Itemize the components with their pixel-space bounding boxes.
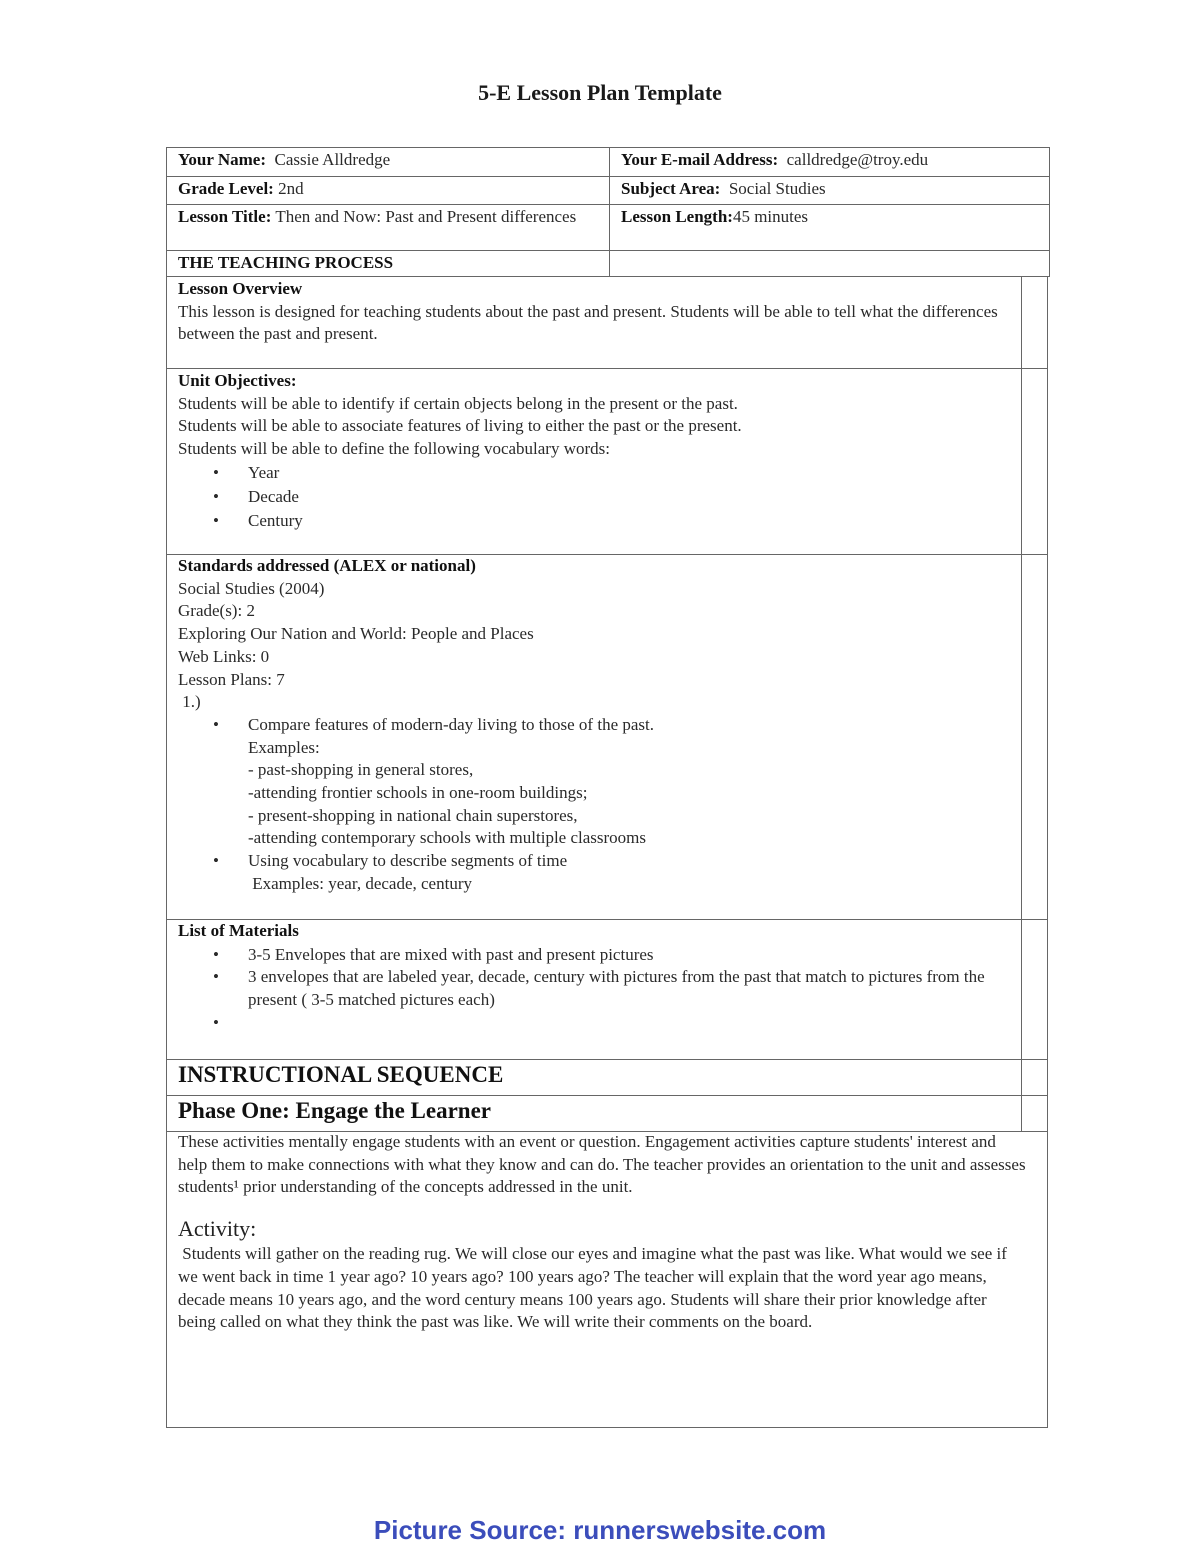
lesson-title-value: Then and Now: Past and Present differences bbox=[275, 207, 577, 226]
section-divider bbox=[1021, 1059, 1022, 1095]
phase-heading: Phase One: Engage the Learner bbox=[178, 1098, 492, 1123]
teaching-process-cell bbox=[167, 251, 610, 277]
example-line: Examples: year, decade, century bbox=[248, 873, 472, 893]
section-divider bbox=[1021, 276, 1022, 368]
subject-label: Subject Area: bbox=[621, 179, 721, 198]
length-label: Lesson Length: bbox=[621, 207, 733, 226]
example-line: -attending frontier schools in one-room buildings; bbox=[248, 783, 588, 803]
section-divider bbox=[1021, 368, 1022, 554]
objectives-section bbox=[166, 368, 1048, 555]
objectives-title: Unit Objectives: bbox=[178, 371, 297, 390]
email-cell bbox=[610, 148, 1050, 177]
material-item: • 3-5 Envelopes that are mixed with past and present pictures bbox=[248, 944, 1010, 967]
material-item bbox=[248, 1012, 1010, 1034]
name-label: Your Name: bbox=[178, 150, 266, 169]
subject-value: Social Studies bbox=[728, 179, 826, 198]
objective-line: Students will be able to associate features of living to either the past or the present. bbox=[178, 416, 742, 436]
grade-cell bbox=[167, 177, 610, 205]
standards-line: Grade(s): 2 bbox=[178, 601, 255, 621]
name-value: Cassie Alldredge bbox=[274, 150, 391, 169]
example-line: - past-shopping in general stores, bbox=[248, 760, 474, 780]
standards-section bbox=[166, 554, 1048, 920]
lesson-title-cell bbox=[167, 205, 610, 251]
activity-text: Students will gather on the reading rug. We will close our eyes and imagine what the past was like. What would we see if we went back in time 1 year ago? 10 years ago? 100 years ago? The teacher will explain that the word year ago means, decade means 10 years ago, and the word century means 100 years ago. Students will share their prior knowledge after being called on what they think the past was like. We will write their comments on the board. bbox=[178, 1244, 1012, 1332]
length-value: 45 minutes bbox=[732, 207, 809, 226]
picture-source-caption: Picture Source: runnerswebsite.com bbox=[373, 1515, 827, 1545]
standards-line: Exploring Our Nation and World: People and Places bbox=[178, 624, 534, 644]
phase-text: These activities mentally engage students with an event or question. Engagement activities capture students' interest and help them to make connections with what they know and can do. The teacher provides an orientation to the unit and assesses students¹ prior understanding of the concepts addressed in the unit. bbox=[178, 1132, 1026, 1197]
standards-bullet: • Compare features of modern-day living to those of the past. bbox=[248, 714, 1010, 737]
vocab-item: • Year bbox=[248, 461, 1010, 485]
materials-section bbox=[166, 919, 1048, 1060]
standards-title: Standards addressed (ALEX or national) bbox=[178, 556, 476, 575]
instructional-section bbox=[166, 1059, 1048, 1096]
email-value: calldredge@troy.edu bbox=[786, 150, 929, 169]
email-label: Your E-mail Address: bbox=[621, 150, 779, 169]
standards-line: Web Links: 0 bbox=[178, 646, 270, 666]
material-item: • 3 envelopes that are labeled year, decade, century with pictures from the past that match to pictures from the present ( 3-5 matched pictures each) bbox=[248, 966, 1010, 1011]
empty-cell bbox=[610, 251, 1050, 277]
phase-content-section bbox=[166, 1131, 1048, 1428]
objective-line: Students will be able to identify if certain objects belong in the present or the past. bbox=[178, 393, 738, 413]
standards-line: Lesson Plans: 7 bbox=[178, 669, 285, 689]
standards-bullet: • Using vocabulary to describe segments of time bbox=[248, 850, 1010, 873]
vocab-item: • Decade bbox=[248, 485, 1010, 509]
document-title: 5-E Lesson Plan Template bbox=[478, 80, 722, 105]
lesson-title-label: Lesson Title: bbox=[178, 207, 272, 226]
section-divider bbox=[1021, 554, 1022, 919]
example-line: -attending contemporary schools with multiple classrooms bbox=[248, 828, 647, 848]
teaching-process-heading: THE TEACHING PROCESS bbox=[178, 253, 394, 272]
grade-value: 2nd bbox=[278, 179, 304, 198]
materials-title: List of Materials bbox=[178, 921, 299, 940]
subject-cell bbox=[610, 177, 1050, 205]
activity-label: Activity: bbox=[178, 1216, 257, 1242]
example-line: - present-shopping in national chain superstores, bbox=[248, 805, 578, 825]
overview-section bbox=[166, 276, 1048, 369]
grade-label: Grade Level: bbox=[178, 179, 274, 198]
objective-line: Students will be able to define the following vocabulary words: bbox=[178, 439, 610, 459]
section-divider bbox=[1021, 1095, 1022, 1131]
overview-title: Lesson Overview bbox=[178, 279, 303, 298]
instructional-heading: INSTRUCTIONAL SEQUENCE bbox=[178, 1062, 504, 1087]
section-divider bbox=[1021, 919, 1022, 1059]
standards-line: 1.) bbox=[178, 692, 201, 712]
phase-heading-section bbox=[166, 1095, 1048, 1132]
length-cell bbox=[610, 205, 1050, 251]
overview-text: This lesson is designed for teaching students about the past and present. Students will be able to tell what the differences between the past and present. bbox=[178, 301, 998, 344]
name-cell bbox=[167, 148, 610, 177]
vocab-item: • Century bbox=[248, 509, 1010, 533]
header-table bbox=[166, 147, 1050, 277]
example-line: Examples: bbox=[248, 737, 320, 757]
standards-line: Social Studies (2004) bbox=[178, 578, 325, 598]
